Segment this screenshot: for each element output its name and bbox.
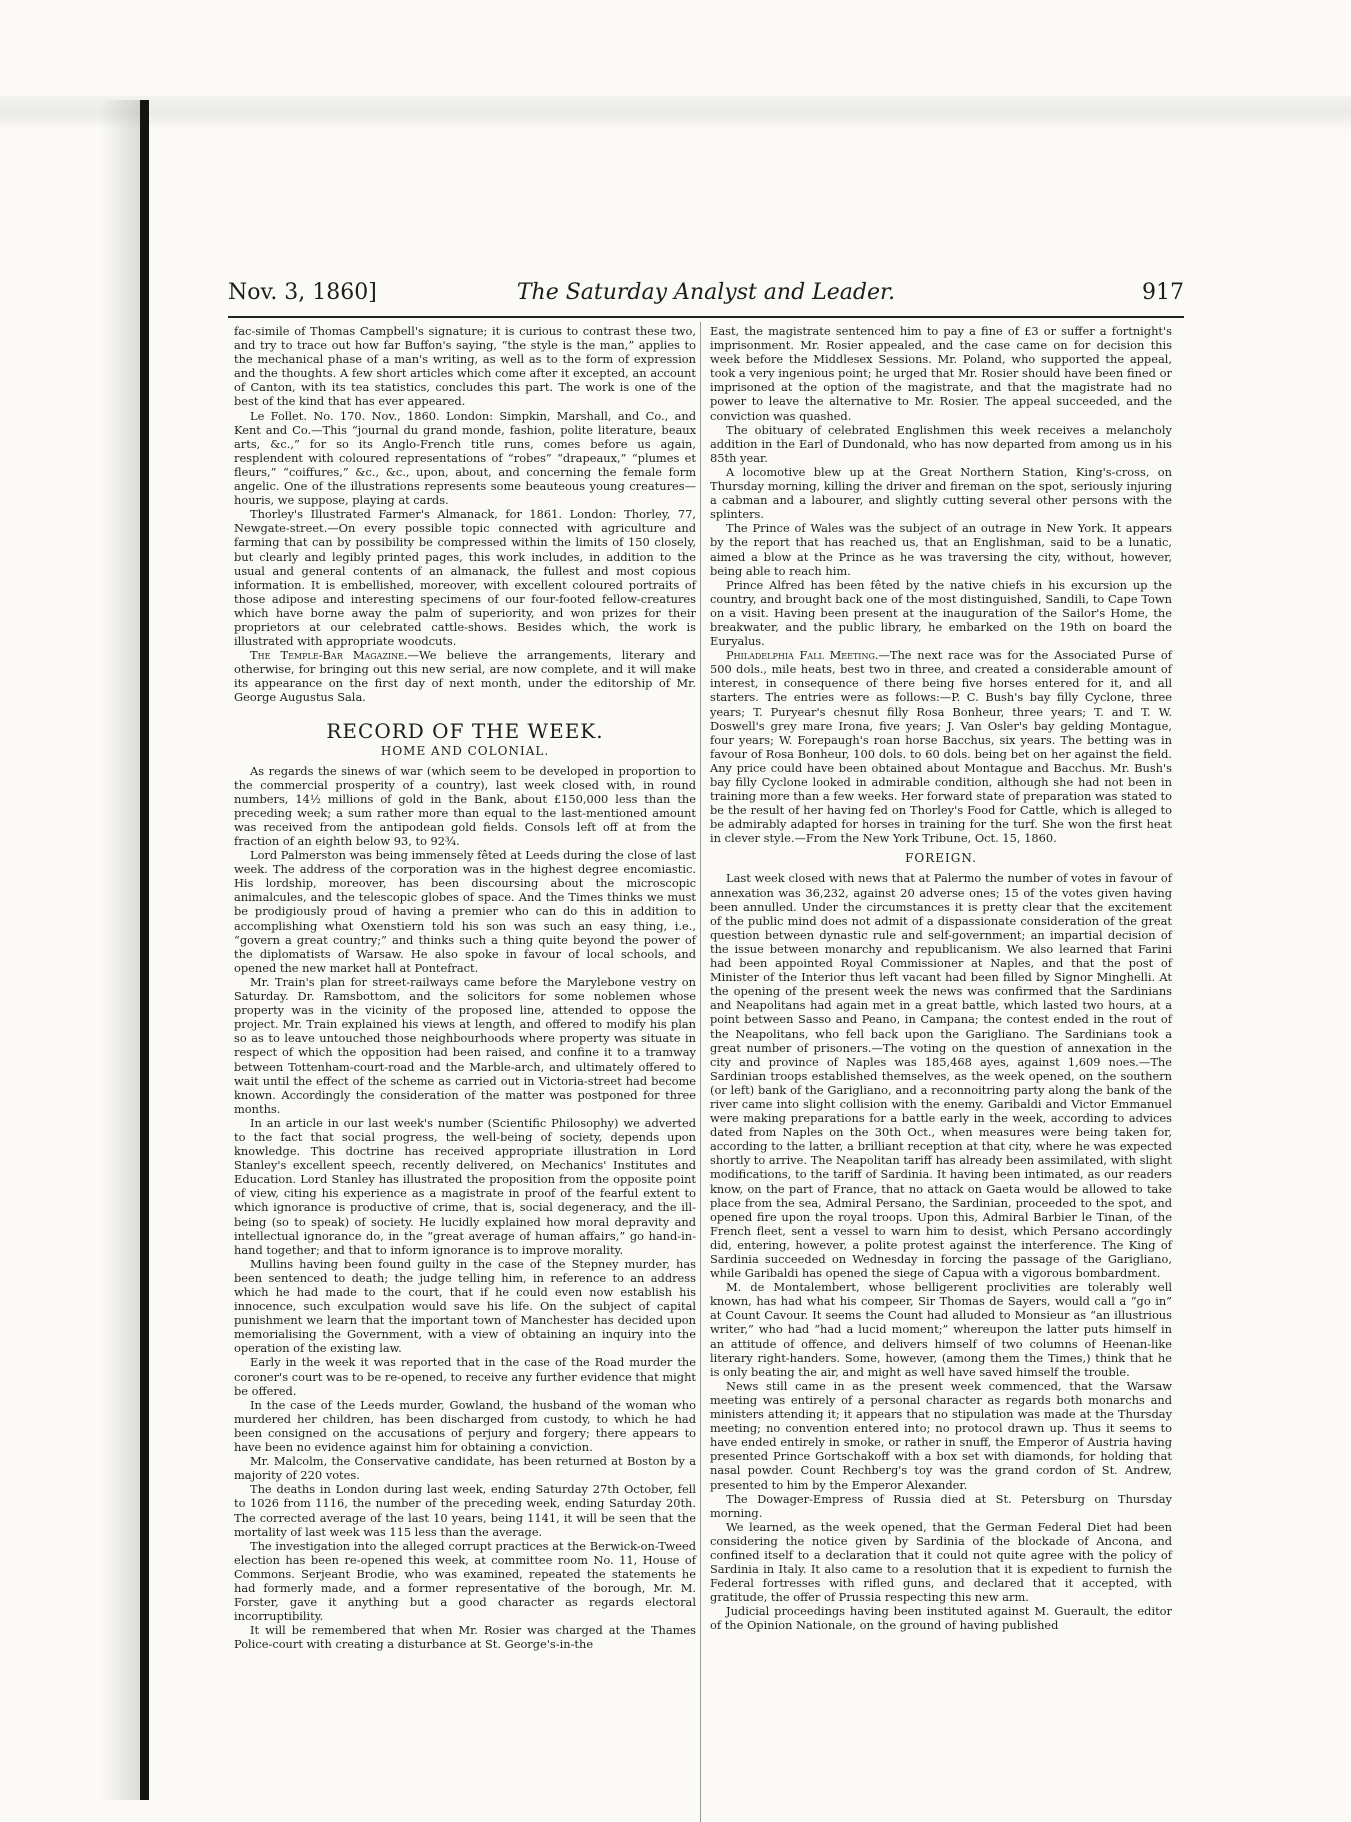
paragraph: Early in the week it was reported that in the case of the Road murder the coroner's court was to be re-opened, to receive any further evidence that might be offered.: [234, 1355, 696, 1398]
paragraph: Mr. Malcolm, the Conservative candidate, has been returned at Boston by a majority of 220 votes.: [234, 1454, 696, 1483]
paragraph: East, the magistrate sentenced him to pay a fine of £3 or suffer a fortnight's imprisonment. Mr. Rosier appealed, and the case came on for decision this week before the Middlesex Sessions. Mr. Poland, who supported the appeal, took a very ingenious point; he urged that Mr. Rosier should have been fined or imprisoned at the option of the magistrate, and that the magistrate had no power to leave the alternative to Mr. Rosier. The appeal succeeded, and the conviction was quashed.: [710, 324, 1172, 423]
paragraph: The obituary of celebrated Englishmen this week receives a melancholy addition in the Earl of Dundonald, who has now departed from among us in his 85th year.: [710, 422, 1172, 465]
binding-shadow: [100, 100, 140, 1800]
paragraph: Mr. Train's plan for street-railways came before the Marylebone vestry on Saturday. Dr. Ramsbottom, and the solicitors for some noblemen whose property was in the vicinity of the proposed line, attended to oppose the project. Mr. Train explained his views at length, and offered to modify his plan so as to leave untouched those neighbourhoods where property was situate in respect of which the opposition had been raised, and confine it to a tramway between Tottenham-court-road and the Marble-arch, and ultimately offered to wait until the effect of the scheme as carried out in Victoria-street had become known. Accordingly the consideration of the matter was postponed for three months.: [234, 974, 696, 1116]
running-header: [228, 280, 1184, 312]
paragraph: In an article in our last week's number (Scientific Philosophy) we adverted to the fact that social progress, the well-being of society, depends upon knowledge. This doctrine has received appropriate illustration in Lord Stanley's excellent speech, recently delivered, on Mechanics' Institutes and Education. Lord Stanley has illustrated the proposition from the opposite point of view, citing his experience as a magistrate in proof of the fearful extent to which ignorance is productive of crime, that is, social degeneracy, and the ill-being (so to speak) of society. He lucidly explained how moral depravity and intellectual ignorance do, in the “great average of human affairs,” go hand-in-hand together; and that to inform ignorance is to improve morality.: [234, 1115, 696, 1257]
paragraph: The Dowager-Empress of Russia died at St. Petersburg on Thursday morning.: [710, 1491, 1172, 1520]
paragraph: [234, 648, 696, 704]
paragraph: Thorley's Illustrated Farmer's Almanack, for 1861. London: Thorley, 77, Newgate-street.—On every possible topic connected with agriculture and farming that can by possibility be compressed within the limits of 150 closely, but clearly and legibly printed pages, this work includes, in addition to the usual and general contents of an almanack, the fullest and most copious information. It is embellished, moreover, with excellent coloured portraits of those adipose and interesting specimens of our four-footed fellow-creatures which have borne away the palm of superiority, and won prizes for their proprietors at our celebrated cattle-shows. Besides which, the work is illustrated with appropriate woodcuts.: [234, 507, 696, 649]
paragraph: Lord Palmerston was being immensely fêted at Leeds during the close of last week. The address of the corporation was in the highest degree encomiastic. His lordship, moreover, has been discoursing about the microscopic animalcules, and the telescopic globes of space. And the Times thinks we must be prodigiously proud of having a premier who can do this in addition to accomplishing what Oxenstiern told his son was such an easy thing, i.e., “govern a great country;” and thinks such a thing quite beyond the power of the diplomatists of Warsaw. He also spoke in favour of local schools, and opened the new market hall at Pontefract.: [234, 848, 696, 975]
header-date: Nov. 3, 1860]: [228, 280, 377, 305]
binding-spine: [140, 100, 149, 1800]
right-column: [710, 324, 1172, 1633]
paragraph: The Prince of Wales was the subject of an outrage in New York. It appears by the report that has reached us, that an Englishman, said to be a lunatic, aimed a blow at the Prince as he was traversing the city, without, however, being able to reach him.: [710, 521, 1172, 578]
section-subtitle: FOREIGN.: [905, 851, 977, 866]
column-divider: [700, 322, 701, 1822]
paragraph: Last week closed with news that at Palermo the number of votes in favour of annexation was 36,232, against 20 adverse ones; 15 of the votes given having been annulled. Under the circumstances it is pretty clear that the excitement of the public mind does not admit of a dispassionate consideration of the great question between dynastic rule and self-government; an impartial decision of the issue between monarchy and republicanism. We also learned that Farini had been appointed Royal Commissioner at Naples, and that the post of Minister of the Interior thus left vacant had been filled by Signor Minghelli. At the opening of the present week the news was confirmed that the Sardinians and Neapolitans had again met in a great battle, which lasted two hours, at a point between Sasso and Peano, in Campana; the contest ended in the rout of the Neapolitans, who fell back upon the Garigliano. The Sardinians took a great number of prisoners.—The voting on the question of annexation in the city and province of Naples was 185,468 ayes, against 1,609 noes.—The Sardinian troops established themselves, as the week opened, on the southern (or left) bank of the Garigliano, and a reconnoitring party along the bank of the river came into slight collision with the enemy. Garibaldi and Victor Emmanuel were making preparations for a battle early in the week, according to advices dated from Naples on the 30th Oct., when measures were being taken for, according to the latter, a brilliant reception at that city, where he was expected shortly to arrive. The Neapolitan tariff has already been assimilated, with slight modifications, to the tariff of Sardinia. It having been intimated, as our readers know, on the part of France, that no attack on Gaeta would be allowed to take place from the sea, Admiral Persano, the Sardinian, proceeded to the spot, and opened fire upon the royal troops. Upon this, Admiral Barbier le Tinan, of the French fleet, sent a vessel to warn him to desist, which Persano accordingly did, entering, however, a polite protest against the interference. The King of Sardinia succeeded on Wednesday in forcing the passage of the Garigliano, while Garibaldi has opened the siege of Capua with a vigorous bombardment.: [710, 871, 1172, 1281]
paragraph-lead: The Temple-Bar Magazine.: [250, 648, 408, 663]
paragraph: We learned, as the week opened, that the German Federal Diet had been considering the notice given by Sardinia of the blockade of Ancona, and confined itself to a declaration that it could not quite agree with the policy of Sardinia in Italy. It also came to a resolution that it is expedient to furnish the Federal fortresses with rifled guns, and declared that it accepted, with gratitude, the offer of Prussia respecting this new arm.: [710, 1519, 1172, 1605]
paragraph: M. de Montalembert, whose belligerent proclivities are tolerably well known, has had what his compeer, Sir Thomas de Sayers, would call a “go in” at Count Cavour. It seems the Count had alluded to Monsieur as “an illustrious writer,” who had “had a lucid moment;” whereupon the latter puts himself in an attitude of offence, and delivers himself of two columns of Heenan-like literary right-handers. Some, however, (among them the Times,) think that he is only beating the air, and might as well have saved himself the trouble.: [710, 1280, 1172, 1379]
paragraph: In the case of the Leeds murder, Gowland, the husband of the woman who murdered her children, has been discharged from custody, to which he had been consigned on the accusations of perjury and forgery; there appears to have been no evidence against him for obtaining a conviction.: [234, 1397, 696, 1455]
paragraph: News still came in as the present week commenced, that the Warsaw meeting was entirely of a personal character as regards both monarchs and ministers attending it; it appears that no stipulation was made at the Thursday meeting; no convention entered into; no protocol drawn up. Thus it seems to have ended entirely in smoke, or rather in snuff, the Emperor of Austria having presented Prince Gortschakoff with a box set with diamonds, for holding that nasal powder. Count Rechberg's toy was the grand cordon of St. Andrew, presented to him by the Emperor Alexander.: [710, 1378, 1172, 1492]
paragraph: fac-simile of Thomas Campbell's signature; it is curious to contrast these two, and try to trace out how far Buffon's saying, “the style is the man,” applies to the mechanical phase of a man's writing, as well as to the form of expression and the thoughts. A few short articles which come after it excepted, an account of Canton, with its tea statistics, concludes this part. The work is one of the best of the kind that has ever appeared.: [234, 324, 696, 409]
page-number: 917: [1142, 280, 1184, 305]
paragraph: The investigation into the alleged corrupt practices at the Berwick-on-Tweed election has been re-opened this week, at committee room No. 11, House of Commons. Serjeant Brodie, who was examined, repeated the statements he had formerly made, and a former representative of the borough, Mr. M. Forster, gave it anything but a good character as regards electoral incorruptibility.: [234, 1538, 696, 1624]
section-subtitle: HOME AND COLONIAL.: [380, 743, 550, 758]
paragraph-body: —We believe the arrangements, literary and otherwise, for bringing out this new serial, are now complete, and it will make its appearance on the first day of next month, under the editorship of Mr. George Augustus Sala.: [234, 648, 696, 705]
paragraph: Prince Alfred has been fêted by the native chiefs in his excursion up the country, and brought back one of the most distinguished, Sandili, to Cape Town on a visit. Having been present at the inauguration of the Sailor's Home, the breakwater, and the public library, he embarked on the 19th on board the Euryalus.: [710, 577, 1172, 649]
paragraph-lead: Philadelphia Fall Meeting.: [726, 648, 879, 663]
page-scan-edge: [0, 96, 1351, 130]
paragraph: As regards the sinews of war (which seem to be developed in proportion to the commercial prosperity of a country), last week closed with, in round numbers, 14½ millions of gold in the Bank, about £150,000 less than the preceding week; a sum rather more than equal to the last-mentioned amount was received from the antipodean gold fields. Consols left off at from the fraction of an eighth below 93, to 92¾.: [234, 763, 696, 848]
paragraph: The deaths in London during last week, ending Saturday 27th October, fell to 1026 from 1116, the number of the preceding week, ending Saturday 20th. The corrected average of the last 10 years, being 1141, it will be seen that the mortality of last week was 115 less than the average.: [234, 1482, 696, 1539]
paragraph: Mullins having been found guilty in the case of the Stepney murder, has been sentenced to death; the judge telling him, in reference to an address which he had made to the court, that if he could even now establish his innocence, such exculpation would save his life. On the subject of capital punishment we learn that the important town of Manchester has decided upon memorialising the Government, with a view of obtaining an inquiry into the operation of the existing law.: [234, 1256, 696, 1356]
paragraph: Le Follet. No. 170. Nov., 1860. London: Simpkin, Marshall, and Co., and Kent and Co.—This “journal du grand monde, fashion, polite literature, beaux arts, &c.,” for so its Anglo-French title runs, comes before us again, resplendent with coloured representations of “robes” “drapeaux,” “plumes et fleurs,” “coiffures,” &c., &c., upon, about, and concerning the female form angelic. One of the illustrations represents some beauteous young creatures—houris, we suppose, playing at cards.: [234, 408, 696, 508]
paragraph-body: —The next race was for the Associated Purse of 500 dols., mile heats, best two in three, and created a considerable amount of interest, in consequence of there being five horses entered for it, and all starters. The entries were as follows:—P. C. Bush's bay filly Cyclone, three years; T. Puryear's chesnut filly Rosa Bonheur, three years; T. and T. W. Doswell's grey mare Irona, five years; J. Van Osler's bay gelding Montague, four years; W. Forepaugh's roan horse Bacchus, six years. The betting was in favour of Rosa Bonheur, 100 dols. to 60 dols. being bet on her against the field. Any price could have been obtained about Montague and Bacchus. Mr. Bush's bay filly Cyclone looked in admirable condition, although she had not been in training more than a few weeks. Her forward state of preparation was stated to be the result of her having fed on Thorley's Food for Cattle, which is alleged to be admirably adapted for horses in training for the turf. She won the first heat in clever style.—From the New York Tribune, Oct. 15, 1860.: [710, 648, 1172, 846]
paragraph: [710, 648, 1172, 845]
left-column: [234, 324, 696, 1651]
paragraph: A locomotive blew up at the Great Northern Station, King's-cross, on Thursday morning, killing the driver and fireman on the spot, seriously injuring a cabman and a labourer, and slightly cutting several other persons with the splinters.: [710, 464, 1172, 522]
paragraph: It will be remembered that when Mr. Rosier was charged at the Thames Police-court with creating a disturbance at St. George's-in-the: [234, 1623, 696, 1652]
header-title: The Saturday Analyst and Leader.: [516, 280, 896, 305]
header-rule: [228, 316, 1184, 318]
section-title: RECORD OF THE WEEK.: [326, 718, 604, 743]
paragraph: Judicial proceedings having been instituted against M. Guerault, the editor of the Opinion Nationale, on the ground of having published: [710, 1604, 1172, 1633]
